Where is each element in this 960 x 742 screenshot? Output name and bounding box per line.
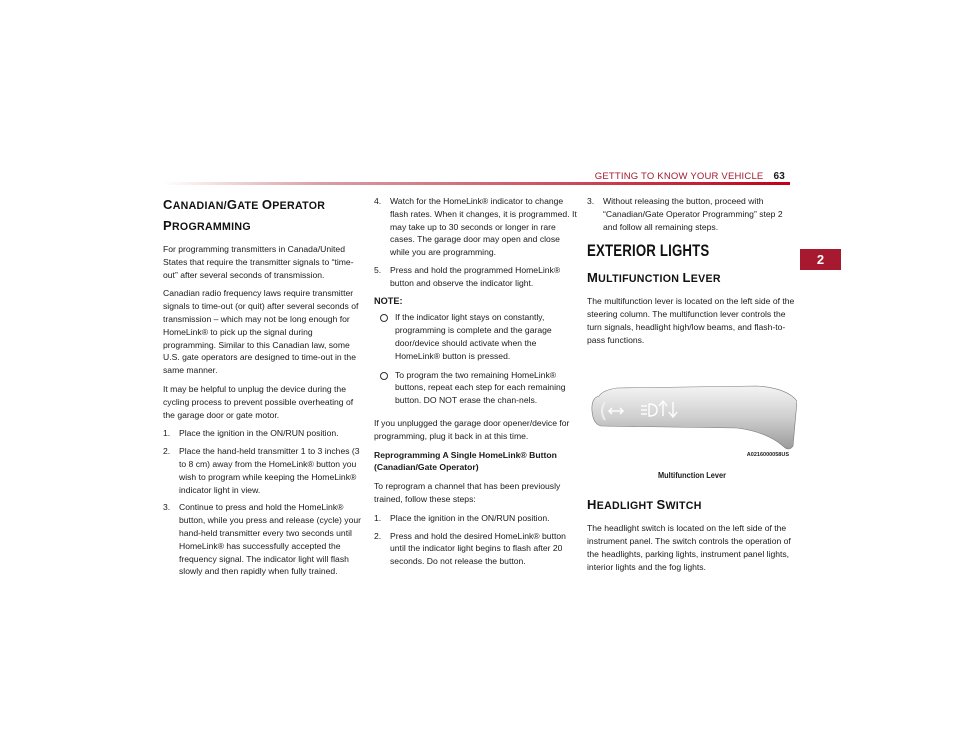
paragraph: For programming transmitters in Canada/United States that require the transmitter signals to “time-out” after several seconds of transmission.: [163, 244, 354, 280]
paragraph: To reprogram a channel that has been previously trained, follow these steps:: [374, 481, 561, 504]
headlight-switch-heading: HEADLIGHT SWITCH: [587, 497, 702, 513]
figure-code: A0216000058US: [746, 452, 789, 459]
step-item: 3. Without releasing the button, proceed with “Canadian/Gate Operator Programming” step 2 and follow all remaining steps.: [587, 196, 783, 232]
paragraph: Canadian radio frequency laws require transmitter signals to time-out (or quit) after several seconds of transmission – which may not be long enough for HomeLink® to pick up the signal during programming. Similar to this Canadian law, some U.S. gate operators are designed to time-out in the same manner.: [163, 288, 359, 376]
step-item: 1. Place the ignition in the ON/RUN position.: [163, 428, 339, 439]
column-1: [163, 195, 366, 583]
exterior-lights-heading: EXTERIOR LIGHTS: [587, 241, 710, 261]
reprogram-heading: Reprogramming A Single HomeLink® Button (Canadian/Gate Operator): [374, 449, 557, 473]
paragraph: The headlight switch is located on the left side of the instrument panel. The switch controls the operation of the headlights, parking lights, instrument panel lights, interior lights and the fog lights.: [587, 523, 791, 572]
chapter-tab: 2: [800, 249, 841, 270]
bullet-circle-icon: [380, 314, 388, 322]
header-rule: [163, 182, 790, 185]
step-item: 3. Continue to press and hold the HomeLink® button, while you press and release (cycle) your hand-held transmitter every two seconds until HomeLink® has successfully accepted the frequency signal. The indicator light will flash slowly and then rapidly when fully trained.: [163, 502, 361, 577]
step-item: 1. Place the ignition in the ON/RUN position.: [374, 512, 550, 523]
running-header: [565, 171, 785, 182]
canadian-gate-heading: CANADIAN/GATE OPERATOR PROGRAMMING: [163, 197, 326, 233]
multifunction-lever-heading: MULTIFUNCTION LEVER: [587, 270, 721, 286]
note-bullet: If the indicator light stays on constantly, programming is complete and the garage door/device should activate when the HomeLink® button is pressed.: [374, 311, 579, 362]
note-bullet: To program the two remaining HomeLink® buttons, repeat each step for each remaining button. DO NOT erase the chan-nels.: [374, 369, 579, 407]
column-3: [587, 195, 797, 579]
note-label: NOTE:: [374, 295, 403, 306]
section-title: GETTING TO KNOW YOUR VEHICLE: [594, 171, 764, 182]
page-number: 63: [773, 171, 785, 182]
figure-caption: Multifunction Lever: [658, 471, 726, 481]
step-item: 2. Place the hand-held transmitter 1 to 3 inches (3 to 8 cm) away from the HomeLink® button you wish to program while keeping the HomeLink® indicator light in view.: [163, 446, 360, 495]
column-2: [374, 195, 579, 573]
paragraph: It may be helpful to unplug the device during the cycling process to prevent possible overheating of the garage door or gate motor.: [163, 383, 354, 420]
paragraph: The multifunction lever is located on the left side of the steering column. The multifunction lever controls the turn signals, headlight high/low beams, and flash-to-pass functions.: [587, 296, 795, 345]
paragraph: If you unplugged the garage door opener/device for programming, plug it back in at this time.: [374, 417, 570, 441]
multifunction-lever-figure: [587, 366, 797, 466]
bullet-circle-icon: [380, 372, 388, 380]
step-item: 2. Press and hold the desired HomeLink® button until the indicator light begins to flash after 20 seconds. Do not release the button.: [374, 530, 566, 567]
step-item: 4. Watch for the HomeLink® indicator to change flash rates. When it changes, it is programmed. It may take up to 30 seconds or longer in rare cases. The garage door may open and close while you are programming.: [374, 196, 577, 258]
step-item: 5. Press and hold the programmed HomeLink® button and observe the indicator light.: [374, 264, 561, 288]
